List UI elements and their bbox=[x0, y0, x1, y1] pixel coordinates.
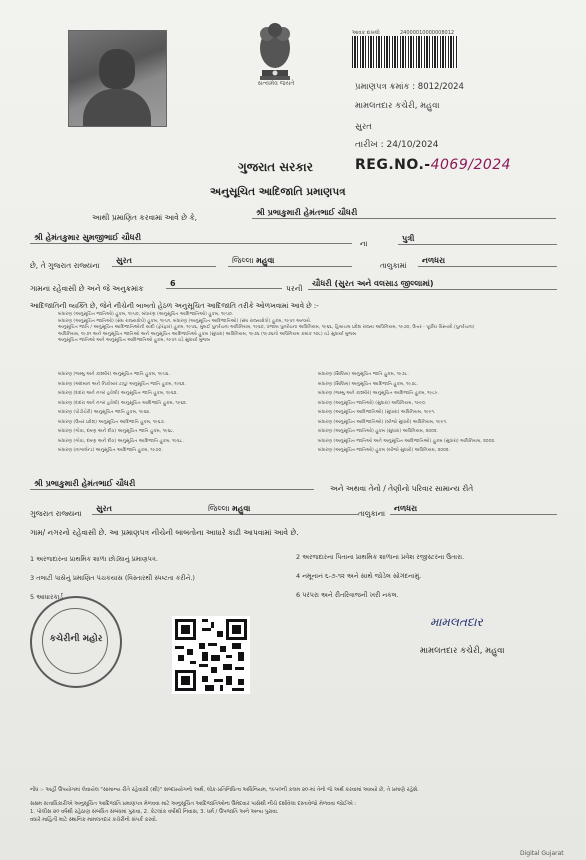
taluka-value: મહુવા bbox=[256, 256, 275, 265]
taluka-label: તાલુકામાં bbox=[380, 261, 407, 270]
father-name: શ્રી હેમંતકુમાર સુમજીભાઈ ચૌધરી bbox=[30, 233, 352, 244]
barcode-number: 24000010000008012 bbox=[400, 30, 455, 36]
district2-label: જિલ્લા bbox=[208, 504, 230, 513]
order-left-item: બંધારણ (દાદરા અને નગર હવેલી) અનુસૂચિત આદિજાતિ હુકમ, ૧૯૬૨. bbox=[58, 400, 188, 406]
order-right-item: બંધારણ (અનુસૂચિત આદિજાતિઓ) (સુધારા) અધિનિયમ, ૧૯૯૧. bbox=[318, 410, 436, 415]
basis-text: ગામ/ નગરનો રહેવાસી છે. આ પ્રમાણપત્ર નીચેની બાબતોના આધારે કાઢી આપવામાં આવે છે. bbox=[30, 528, 299, 537]
footer-note: નોંધ :- અહીં ઉપયોગમાં લેવાયેલ "સામાન્ય રીતે રહેવાસી (થી)" શબ્દપ્રયોગનો અર્થ, લોક-પ્રતિનિધિત્વ અધિનિયમ, ૧૯૫૦ની કલમ ૨૦-માં તેનો જે અર્થ કરવામાં આવ્યો છે, તે પ્રમાણે રહેશે. bbox=[30, 787, 419, 793]
document-item: 6 પરંપરા અને રીતરિવાજની ખરી નકલ. bbox=[296, 591, 399, 599]
caste-label: પરની bbox=[286, 284, 303, 293]
relation-label: ના bbox=[360, 239, 368, 248]
emblem-motto: સત્યમેવ જયતે bbox=[257, 80, 295, 87]
footer-note: સક્ષમ સત્તાધિકારીએ અનુસૂચિત આદિજાતિ પ્રમાણપત્ર મેળવવા માટે અનુસૂચિત આદિજાતિઓના ઉમેદવાર પાસેથી નીચે દર્શાવેલા દસ્તાવેજો મેળવવા જોઈએ : bbox=[30, 801, 357, 807]
order-right-item: બંધારણ (અનુસૂચિત જાતિઓ) હુકમ (બીજો સુધારો) અધિનિયમ, ૨૦૦૨. bbox=[318, 448, 451, 453]
taluka2-value: મહુવા bbox=[232, 504, 251, 513]
signature: મામલતદાર bbox=[430, 615, 483, 629]
order-left-item: બંધારણ (ગોવા, દમણ અને દીવ) અનુસૂચિત આદિજાતિ હુકમ, ૧૯૬૮. bbox=[58, 438, 184, 444]
issuing-office: મામલતદાર કચેરી, મહુવા bbox=[355, 101, 440, 111]
order-right-item: બંધારણ (અનુસૂચિત જાતિઓ) હુકમ (સુધારા) અધિનિયમ, ૨૦૦૨. bbox=[318, 429, 439, 434]
village-value: નળધરા bbox=[418, 256, 557, 267]
applicant-name: શ્રી પ્રભાકુમારી હેમંતભાઈ ચૌધરી bbox=[252, 208, 556, 219]
order-top-item: બંધારણ (અનુસૂચિત જાતિઓ) હુકમ, ૧૯૫૦, બંધારણ (અનુસૂચિત આદિજાતિઓ) હુકમ, ૧૯૫૦. bbox=[58, 312, 234, 317]
order-left-item: બંધારણ (દાદરા અને નગર હવેલી) અનુસૂચિત જાતિ હુકમ, ૧૯૬૨. bbox=[58, 391, 178, 396]
order-right-item: બંધારણ (સિક્કિમ) અનુસૂચિત આદિજાતિ હુકમ, ૧૯૭૮. bbox=[318, 381, 419, 387]
certificate-title: અનુસૂચિત આદિજાતિ પ્રમાણપત્ર bbox=[210, 186, 346, 198]
district-row bbox=[228, 256, 352, 267]
footer-notes bbox=[30, 786, 560, 824]
clause-text: આદિજાતિની વ્યક્તિ છે, જેને નીચેની બાબતો હેઠળ અનુસૂચિત આદિજાતિ તરીકે ઓળખવામાં આવે છે :- bbox=[30, 302, 319, 310]
document-item: 1 અરજદારના પ્રાથમિક શાળા છોડ્યાનું પ્રમાણપત્ર. bbox=[30, 555, 158, 563]
registration-number bbox=[355, 157, 511, 173]
barcode bbox=[352, 36, 458, 68]
caste-name: ચૌધરી (સુરત અને વલસાડ જીલ્લામાં) bbox=[308, 279, 557, 290]
order-right-item: બંધારણ (જમ્મુ અને કાશ્મીર) અનુસૂચિત આદિજાતિ હુકમ, ૧૯૮૯. bbox=[318, 391, 439, 396]
seal-text: કચેરીની મહોર bbox=[49, 634, 103, 644]
order-top-item: અનુસૂચિત જાતિ / અનુસૂચિત આદિજાતિઓની યાદી (ફેરફાર) હુકમ, ૧૯૫૬, મુંબઈ પુનર્રચના અધિનિયમ, ૧૯૬૦, પંજાબ પુનર્રચના અધિનિયમ, ૧૯૬૬, હિમાચલ પ્રદેશ રાજ્ય અધિનિયમ, ૧૯૭૦, ઉત્તર - પૂર્વીય વિસ્તારો (પુનર્રચના) bbox=[58, 325, 475, 331]
national-emblem-icon bbox=[250, 18, 300, 86]
order-right-item: બંધારણ (અનુસૂચિત આદિજાતિઓ) (બીજો સુધારો) અધિનિયમ, ૧૯૯૧. bbox=[318, 419, 448, 425]
district-label: જિલ્લા bbox=[232, 256, 254, 265]
resident-label: ગામના રહેવાસી છે અને જે અનુક્રમાંક bbox=[30, 284, 144, 293]
taluka2-label: તાલુકાના bbox=[358, 509, 386, 518]
document-item: 3 તલાટી પાસેનું પ્રમાણિત પંચકયાસ (વિસ્તારથી સ્પષ્ટતા કરીને.) bbox=[30, 574, 195, 582]
document-item: 2 અરજદારના પિતાના પ્રાથમિક શાળાના પ્રવેશ રજીસ્ટરના ઉતારા. bbox=[296, 553, 465, 561]
reg-prefix: REG.NO.- bbox=[355, 157, 431, 173]
document-item: 4 નમૂનાનં ૬-૭-૧૨ અને સાથે જોડેલ સોગંદનામું. bbox=[296, 572, 422, 580]
document-item: 5 આધારકાર્ડ bbox=[30, 593, 64, 601]
state-label: છે, તે ગુજરાત રાજ્યના bbox=[30, 261, 100, 270]
issue-date: તારીખ : 24/10/2024 bbox=[355, 140, 439, 150]
serial-number: 6 bbox=[166, 279, 282, 289]
intro-text: આથી પ્રમાણિત કરવામાં આવે છે કે, bbox=[92, 213, 198, 222]
village2-value: નળધરા bbox=[390, 504, 557, 515]
order-left-item: બંધારણ (જમ્મુ અને કાશ્મીર) અનુસૂચિત જાતિ હુકમ, ૧૯૫૬. bbox=[58, 372, 170, 377]
applicant-name-2: શ્રી પ્રભાકુમારી હેમંતભાઈ ચૌધરી bbox=[30, 479, 314, 490]
order-top-item: અધિનિયમ, ૧૯૭૧ અને અનુસૂચિત જાતિઓ અને અનુસૂચિત આદિજાતિઓ હુકમ (સુધારા) અધિનિયમ, ૧૯૭૬ (૧૯૭૬નો અધિનિયમ ક્રમાંક ૧૦૮) વડે સુધાર્યા મુજબ bbox=[58, 331, 357, 337]
reg-handwritten: 4069/2024 bbox=[430, 157, 512, 173]
order-right-item: બંધારણ (સિક્કિમ) અનુસૂચિત જાતિ હુકમ, ૧૯૭૮. bbox=[318, 372, 409, 377]
issuing-city: સુરત bbox=[355, 122, 372, 132]
order-left-item: બંધારણ (ઉત્તર પ્રદેશ) અનુસૂચિત આદિજાતિ હુકમ, ૧૯૬૭. bbox=[58, 419, 166, 425]
qr-code-icon bbox=[172, 616, 250, 694]
district2-row bbox=[204, 504, 358, 515]
order-top-item: અનુસૂચિત જાતિઓ અને અનુસૂચિત આદિજાતિઓ હુકમ, ૧૯૫૧ વડે સુધાર્યા મુજબ bbox=[58, 338, 211, 344]
applicant-photo bbox=[68, 30, 167, 127]
footer-note: વધારે માહિતી માટે સ્થાનિક મામલતદાર કચેરીનો સંપર્ક કરવો. bbox=[30, 817, 158, 823]
order-left-item: બંધારણ (પોંડીચેરી) અનુસૂચિત જાતિ હુકમ, ૧૯૬૪. bbox=[58, 410, 151, 415]
order-left-item: બંધારણ (ગોવા, દમણ અને દીવ) અનુસૂચિત જાતિ હુકમ, ૧૯૬૮. bbox=[58, 429, 175, 434]
order-top-item: બંધારણ (અનુસૂચિત જાતિઓ) (સંઘ રાજ્યક્ષેત્રો) હુકમ, ૧૯૫૧, બંધારણ (અનુસૂચિત આદિજાતિઓ) (સંઘ રાજ્યક્ષેત્રો) હુકમ, ૧૯૫૧ અન્વયે. bbox=[58, 318, 312, 324]
order-right-item: બંધારણ (અનુસૂચિત જાતિઓ અને અનુસૂચિત આદિજાતિઓ) હુકમ (સુધારા) અધિનિયમ, ૨૦૦૨. bbox=[318, 438, 496, 444]
documents-right bbox=[296, 548, 556, 605]
signatory-designation: મામલતદાર કચેરી, મહુવા bbox=[420, 646, 505, 656]
barcode-label: આવક દાખલો bbox=[352, 30, 380, 36]
footer-note: 1. પોલીસ ૨૦ વર્ષથી રહેઠાણ સંબંધિત સંબંધમાં પુરાવા, 2. કેટલાંક વર્ષોથી નિવાસ, 3. ધર્મ / ઉપજાતિ અને અન્ય પુરાવા. bbox=[30, 809, 279, 815]
state2-label: ગુજરાત રાજ્યના bbox=[30, 509, 82, 518]
district-value: સુરત bbox=[112, 256, 216, 267]
relation: પુત્રી bbox=[398, 234, 557, 245]
certificate-number: પ્રમાણપત્ર ક્રમાંક : 8012/2024 bbox=[355, 82, 464, 92]
family-label: અને અથવા તેનો / તેણીનો પરિવાર સામાન્ય રીતે bbox=[330, 484, 474, 493]
orders-right bbox=[318, 370, 558, 456]
order-right-item: બંધારણ (અનુસૂચિત જાતિઓ) (સુધારા) અધિનિયમ, ૧૯૯૦. bbox=[318, 400, 427, 406]
district2-value: સુરત bbox=[92, 504, 204, 515]
digital-gujarat-mark: Digital Gujarat bbox=[520, 850, 564, 857]
order-left-item: બંધારણ (નાગાલેન્ડ) અનુસૂચિત આદિજાતિ હુકમ, ૧૯૭૦. bbox=[58, 448, 163, 453]
government-heading: ગુજરાત સરકાર bbox=[238, 160, 313, 174]
office-seal-icon bbox=[30, 596, 122, 688]
orders-left bbox=[58, 370, 308, 456]
order-left-item: બંધારણ (અંદમાન અને નિકોબાર ટાપુ) અનુસૂચિત જાતિ હુકમ, ૧૯૬૨. bbox=[58, 381, 186, 387]
orders-top bbox=[58, 312, 558, 345]
